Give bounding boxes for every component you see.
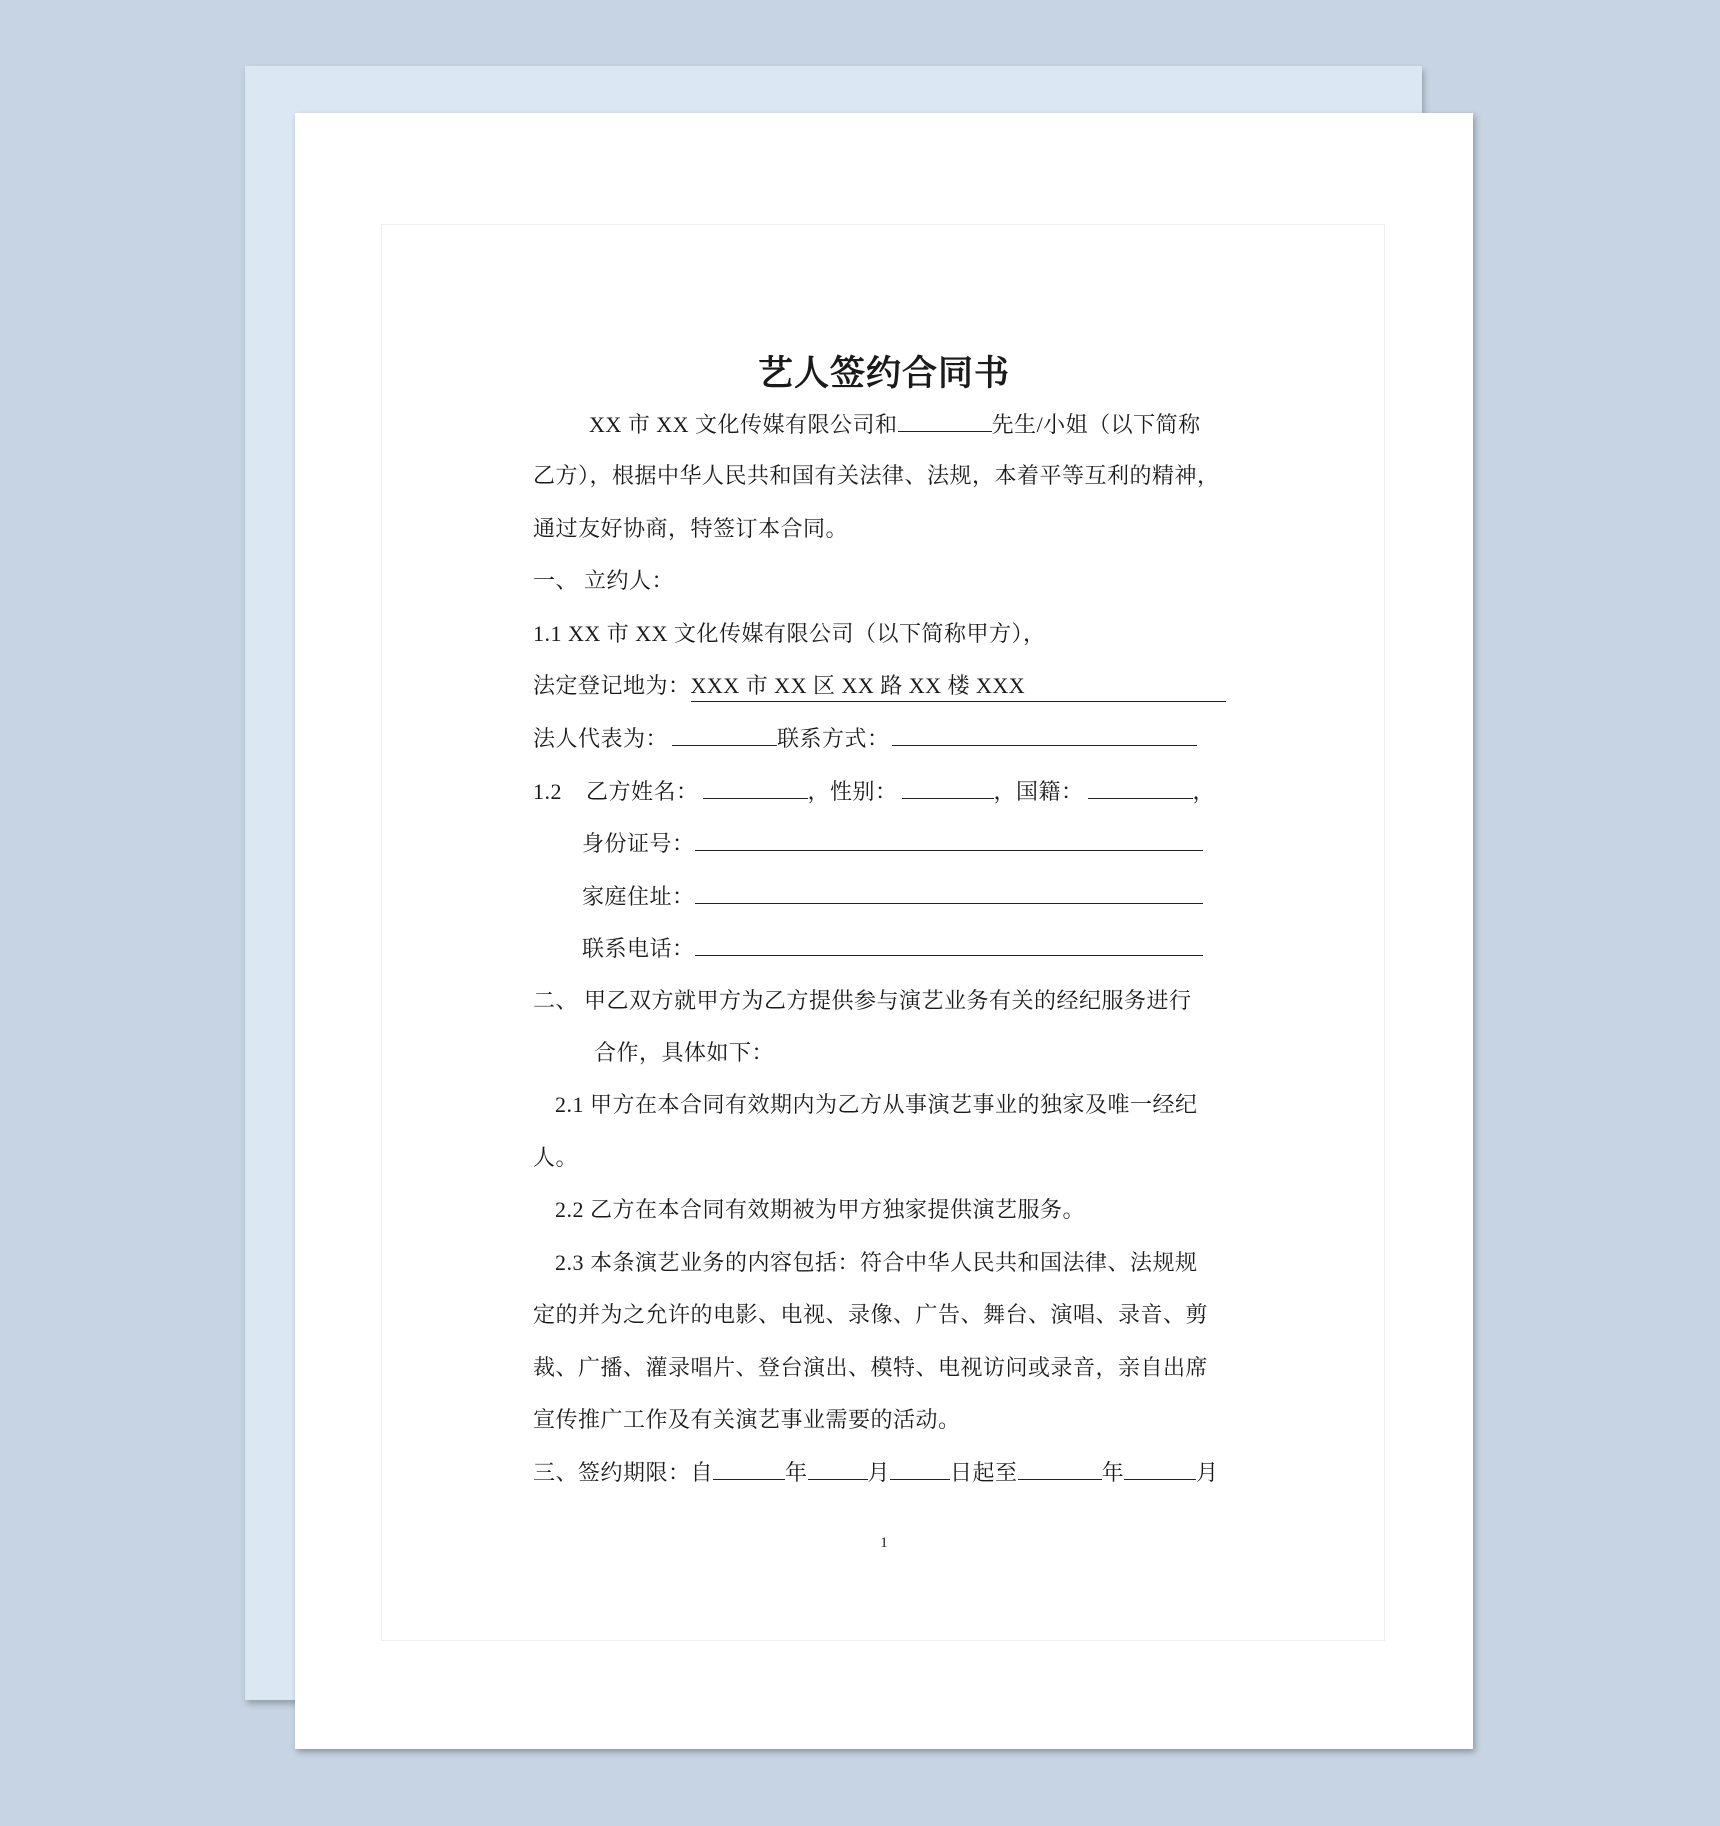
page-title: 艺人签约合同书 <box>757 354 1010 394</box>
intro-text: XX 市 XX 文化传媒有限公司和 <box>589 412 898 437</box>
section-2-heading-cont: 合作，具体如下： <box>594 1040 775 1065</box>
end-month-blank[interactable] <box>1124 1457 1196 1480</box>
intro-text: 先生/小姐（以下简称 <box>991 412 1201 437</box>
field-label: 三、签约期限：自 <box>533 1460 714 1485</box>
end-year-blank[interactable] <box>1018 1457 1102 1480</box>
field-label: 乙方姓名： <box>586 779 699 804</box>
section-1-heading: 一、 立约人： <box>533 568 675 593</box>
field-label: 月 <box>1196 1460 1219 1485</box>
nationality-blank[interactable] <box>1088 776 1193 799</box>
field-label: 法定登记地为： <box>533 673 691 698</box>
field-label: 法人代表为： <box>533 726 669 751</box>
artist-name-blank[interactable] <box>898 409 992 432</box>
field-label: ，性别： <box>807 779 898 804</box>
field-label: 年 <box>785 1460 808 1485</box>
field-label: 月 <box>867 1460 891 1485</box>
field-label: 联系电话： <box>582 936 695 961</box>
home-address-blank[interactable] <box>695 881 1203 904</box>
field-label: 身份证号： <box>582 831 695 856</box>
section-2-heading: 二、 甲乙双方就甲方为乙方提供参与演艺业务有关的经纪服务进行 <box>533 988 1192 1013</box>
phone-blank[interactable] <box>695 933 1203 956</box>
clause-1-1: 1.1 XX 市 XX 文化传媒有限公司（以下简称甲方）， <box>533 621 1046 646</box>
legal-rep-blank[interactable] <box>672 723 777 746</box>
home-address-line <box>582 881 1282 912</box>
comma: ， <box>1192 779 1216 804</box>
clause-2-2: 2.2 乙方在本合同有效期被为甲方独家提供演艺服务。 <box>555 1197 1086 1222</box>
page-number: 1 <box>880 1535 888 1551</box>
field-label: 日起至 <box>950 1460 1018 1485</box>
registered-address-line <box>533 671 1233 702</box>
contact-blank[interactable] <box>892 723 1197 746</box>
start-month-blank[interactable] <box>808 1457 868 1480</box>
field-label: 年 <box>1101 1460 1125 1485</box>
start-day-blank[interactable] <box>890 1457 950 1480</box>
field-label: 联系方式： <box>777 726 890 751</box>
clause-2-3-cont: 裁、广播、灌录唱片、登台演出、模特、电视访问或录音，亲自出席 <box>533 1355 1209 1380</box>
intro-line-1 <box>533 409 1233 440</box>
clause-2-3: 2.3 本条演艺业务的内容包括：符合中华人民共和国法律、法规规 <box>555 1250 1198 1275</box>
document-page <box>295 113 1473 1749</box>
legal-rep-line <box>533 723 1233 754</box>
gender-blank[interactable] <box>902 776 994 799</box>
registered-address-field[interactable]: XXX 市 XX 区 XX 路 XX 楼 XXX <box>691 671 1226 702</box>
name-blank[interactable] <box>703 776 808 799</box>
start-year-blank[interactable] <box>713 1457 785 1480</box>
id-number-line <box>582 828 1282 859</box>
clause-1-2 <box>533 776 1233 807</box>
field-label: ，国籍： <box>993 779 1084 804</box>
field-label: 家庭住址： <box>582 884 695 909</box>
clause-2-3-cont: 宣传推广工作及有关演艺事业需要的活动。 <box>533 1407 961 1432</box>
id-number-blank[interactable] <box>695 828 1203 851</box>
clause-number: 1.2 <box>533 779 562 804</box>
clause-2-1-cont: 人。 <box>533 1145 579 1170</box>
phone-line <box>582 933 1282 964</box>
clause-2-3-cont: 定的并为之允许的电影、电视、录像、广告、舞台、演唱、录音、剪 <box>533 1302 1209 1327</box>
clause-2-1: 2.1 甲方在本合同有效期内为乙方从事演艺事业的独家及唯一经纪 <box>555 1092 1198 1117</box>
intro-line-3: 通过友好协商，特签订本合同。 <box>533 516 849 541</box>
section-3-term <box>533 1457 1233 1488</box>
intro-line-2: 乙方），根据中华人民共和国有关法律、法规，本着平等互利的精神， <box>533 463 1220 488</box>
